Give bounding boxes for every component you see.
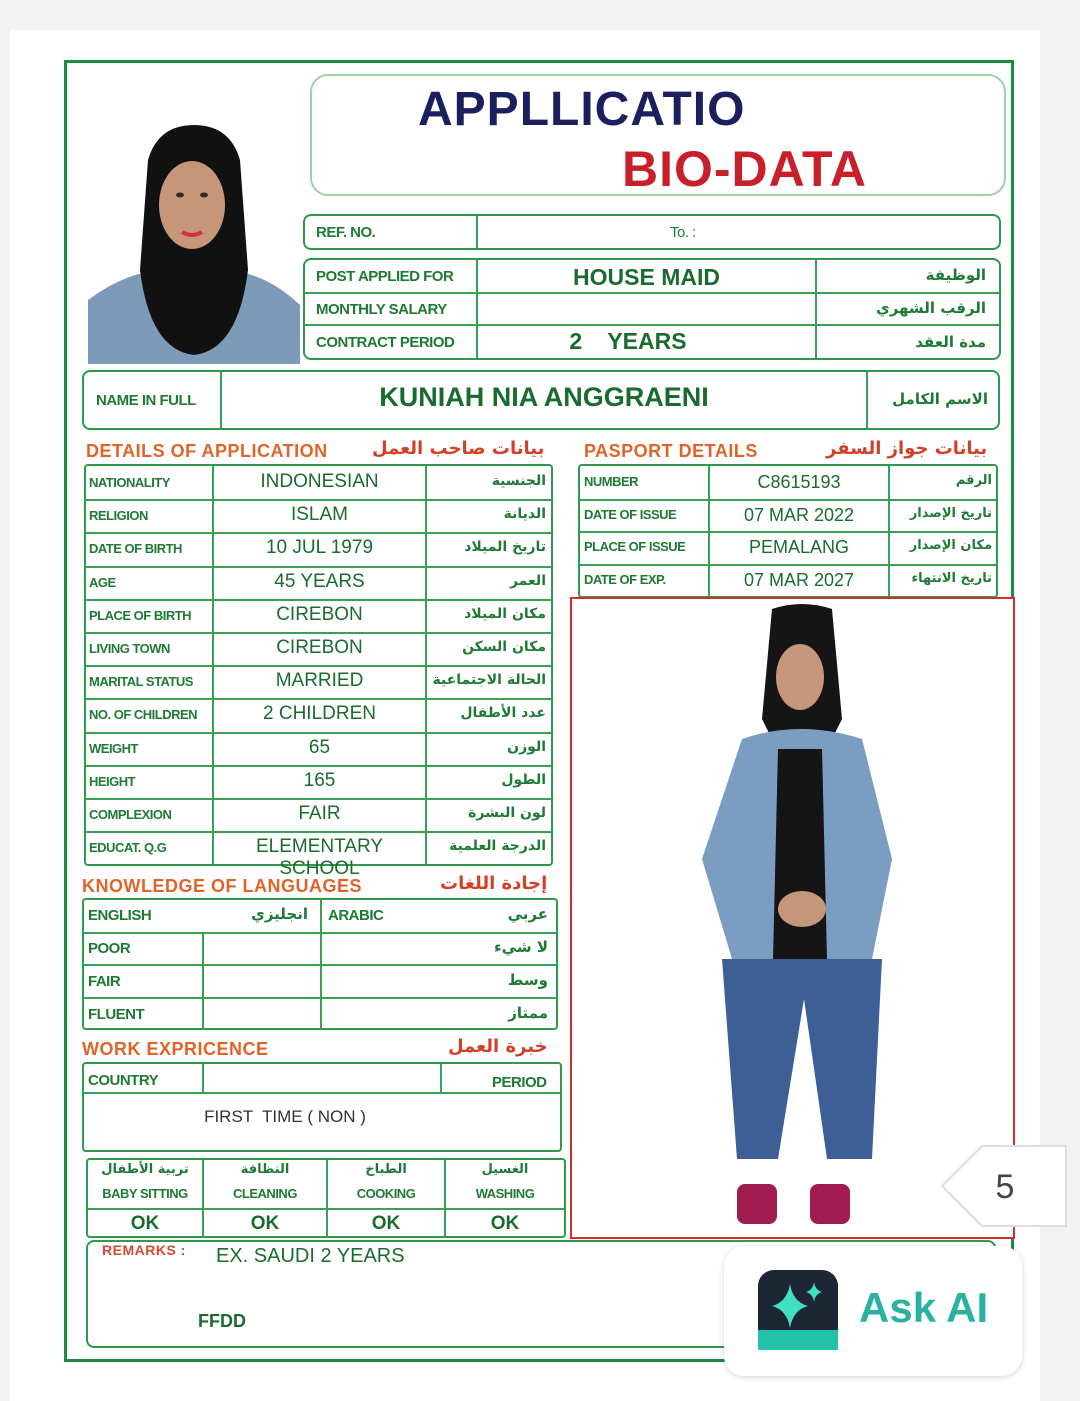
work-country-label: COUNTRY bbox=[88, 1072, 159, 1089]
contract-ar: مدة العقد bbox=[915, 333, 986, 351]
details-label: DATE OF BIRTH bbox=[89, 541, 182, 556]
details-value: CIREBON bbox=[276, 604, 363, 625]
page-number: 5 bbox=[995, 1168, 1015, 1206]
lang-arabic: ARABIC bbox=[328, 907, 384, 924]
passport-heading: PASPORT DETAILS bbox=[584, 441, 758, 461]
ref-row bbox=[303, 214, 1001, 250]
post-value: HOUSE MAID bbox=[573, 264, 720, 290]
ask-ai-button[interactable] bbox=[724, 1246, 1022, 1376]
details-value: 165 bbox=[303, 770, 336, 791]
details-ar: الجنسية bbox=[491, 473, 546, 489]
title-line-1: APPLLICATIO bbox=[418, 83, 746, 136]
details-value: MARRIED bbox=[275, 670, 364, 691]
lang-poor-ar: لا شيء bbox=[494, 938, 548, 956]
details-label: NATIONALITY bbox=[89, 475, 170, 490]
to-label: To. : bbox=[670, 224, 696, 241]
post-ar: الوظيفة bbox=[925, 266, 986, 284]
skill-label: CLEANING bbox=[233, 1186, 297, 1201]
skill-value: OK bbox=[490, 1213, 520, 1234]
lang-fluent-ar: ممتاز bbox=[508, 1004, 548, 1022]
lang-fair-ar: وسط bbox=[507, 971, 548, 989]
passport-ar: الرقم bbox=[955, 473, 992, 488]
remarks-code: FFDD bbox=[198, 1311, 246, 1331]
ask-ai-label: Ask AI bbox=[859, 1284, 989, 1331]
work-period-label: PERIOD bbox=[492, 1074, 547, 1091]
details-value: FAIR bbox=[298, 803, 341, 824]
details-label: PLACE OF BIRTH bbox=[89, 608, 192, 623]
lang-poor: POOR bbox=[88, 940, 131, 957]
post-label: POST APPLIED FOR bbox=[316, 268, 454, 285]
details-ar: الدرجة العلمية bbox=[449, 838, 546, 854]
details-value: 65 bbox=[308, 737, 331, 758]
salary-label: MONTHLY SALARY bbox=[316, 301, 447, 318]
languages-heading: KNOWLEDGE OF LANGUAGES bbox=[82, 876, 362, 896]
passport-value: C8615193 bbox=[757, 472, 841, 492]
details-value: 45 YEARS bbox=[274, 571, 365, 592]
skill-value: OK bbox=[371, 1213, 401, 1234]
lang-arabic-ar: عربي bbox=[507, 905, 548, 923]
details-value: INDONESIAN bbox=[260, 471, 379, 492]
title-line-2: BIO-DATA bbox=[622, 141, 867, 197]
details-label: WEIGHT bbox=[89, 741, 138, 756]
details-label: HEIGHT bbox=[89, 774, 136, 789]
work-heading-ar: خبرة العمل bbox=[448, 1036, 548, 1057]
skill-ar: تربية الأطفال bbox=[101, 1162, 189, 1177]
work-entry: FIRST TIME ( NON ) bbox=[204, 1107, 366, 1126]
passport-ar: تاريخ الانتهاء bbox=[911, 571, 992, 586]
skill-ar: الغسيل bbox=[481, 1162, 529, 1177]
passport-ar: مكان الإصدار bbox=[909, 538, 992, 553]
lang-fair: FAIR bbox=[88, 973, 121, 990]
details-value: 10 JUL 1979 bbox=[265, 537, 374, 558]
skill-ar: النظافة bbox=[240, 1162, 290, 1177]
passport-ar: تاريخ الإصدار bbox=[909, 506, 992, 521]
details-heading: DETAILS OF APPLICATION bbox=[86, 441, 328, 461]
name-value: KUNIAH NIA ANGGRAENI bbox=[379, 382, 709, 412]
details-ar: مكان السكن bbox=[462, 639, 546, 655]
page-number-badge[interactable] bbox=[940, 1144, 1068, 1228]
details-ar: لون البشرة bbox=[468, 805, 546, 821]
details-ar: العمر bbox=[509, 573, 546, 589]
skill-value: OK bbox=[130, 1213, 160, 1234]
passport-heading-ar: بيانات جواز السفر bbox=[826, 438, 988, 459]
details-value: CIREBON bbox=[276, 637, 363, 658]
passport-label: NUMBER bbox=[584, 474, 639, 489]
skill-value: OK bbox=[250, 1213, 280, 1234]
salary-ar: الرقب الشهري bbox=[875, 299, 986, 317]
remarks-label: REMARKS : bbox=[102, 1242, 186, 1258]
remarks-value: EX. SAUDI 2 YEARS bbox=[216, 1245, 405, 1267]
ref-label: REF. NO. bbox=[316, 224, 376, 241]
details-ar: عدد الأطفال bbox=[460, 705, 546, 721]
skill-ar: الطباخ bbox=[365, 1162, 407, 1177]
name-label: NAME IN FULL bbox=[96, 392, 196, 409]
details-ar: مكان الميلاد bbox=[464, 606, 546, 622]
headshot-photo bbox=[88, 120, 300, 364]
passport-value: PEMALANG bbox=[748, 537, 850, 557]
full-body-photo bbox=[570, 597, 1015, 1239]
contract-value: 2 YEARS bbox=[569, 328, 687, 354]
sparkle-icon bbox=[758, 1270, 838, 1350]
skill-label: WASHING bbox=[475, 1186, 535, 1201]
passport-label: DATE OF EXP. bbox=[584, 572, 666, 587]
details-heading-ar: بيانات صاحب العمل bbox=[372, 438, 545, 459]
passport-value: 07 MAR 2027 bbox=[743, 570, 855, 590]
details-ar: الطول bbox=[501, 772, 546, 788]
lang-english: ENGLISH bbox=[88, 907, 152, 924]
details-label: LIVING TOWN bbox=[89, 641, 170, 656]
languages-heading-ar: إجادة اللغات bbox=[440, 873, 548, 894]
details-label: NO. OF CHILDREN bbox=[89, 707, 198, 722]
details-ar: الحالة الاجتماعية bbox=[432, 672, 546, 688]
details-ar: الديانة bbox=[503, 506, 546, 522]
work-heading: WORK EXPRICENCE bbox=[82, 1039, 269, 1059]
details-label: MARITAL STATUS bbox=[89, 674, 193, 689]
details-label: EDUCAT. Q.G bbox=[89, 840, 167, 855]
lang-fluent: FLUENT bbox=[88, 1006, 145, 1023]
details-label: COMPLEXION bbox=[89, 807, 172, 822]
skill-label: BABY SITTING bbox=[102, 1186, 188, 1201]
passport-label: DATE OF ISSUE bbox=[584, 507, 677, 522]
details-label: AGE bbox=[89, 575, 116, 590]
passport-label: PLACE OF ISSUE bbox=[584, 539, 686, 554]
passport-value: 07 MAR 2022 bbox=[743, 505, 855, 525]
details-ar: الوزن bbox=[507, 739, 546, 755]
lang-english-ar: انجليزي bbox=[251, 905, 308, 923]
name-ar: الاسم الكامل bbox=[892, 390, 988, 408]
details-value: ISLAM bbox=[290, 504, 349, 525]
contract-label: CONTRACT PERIOD bbox=[316, 334, 455, 351]
details-value: ELEMENTARY SCHOOL bbox=[255, 836, 384, 879]
details-value: 2 CHILDREN bbox=[263, 703, 376, 724]
details-label: RELIGION bbox=[89, 508, 148, 523]
details-ar: تاريخ الميلاد bbox=[464, 539, 546, 555]
skill-label: COOKING bbox=[356, 1186, 416, 1201]
